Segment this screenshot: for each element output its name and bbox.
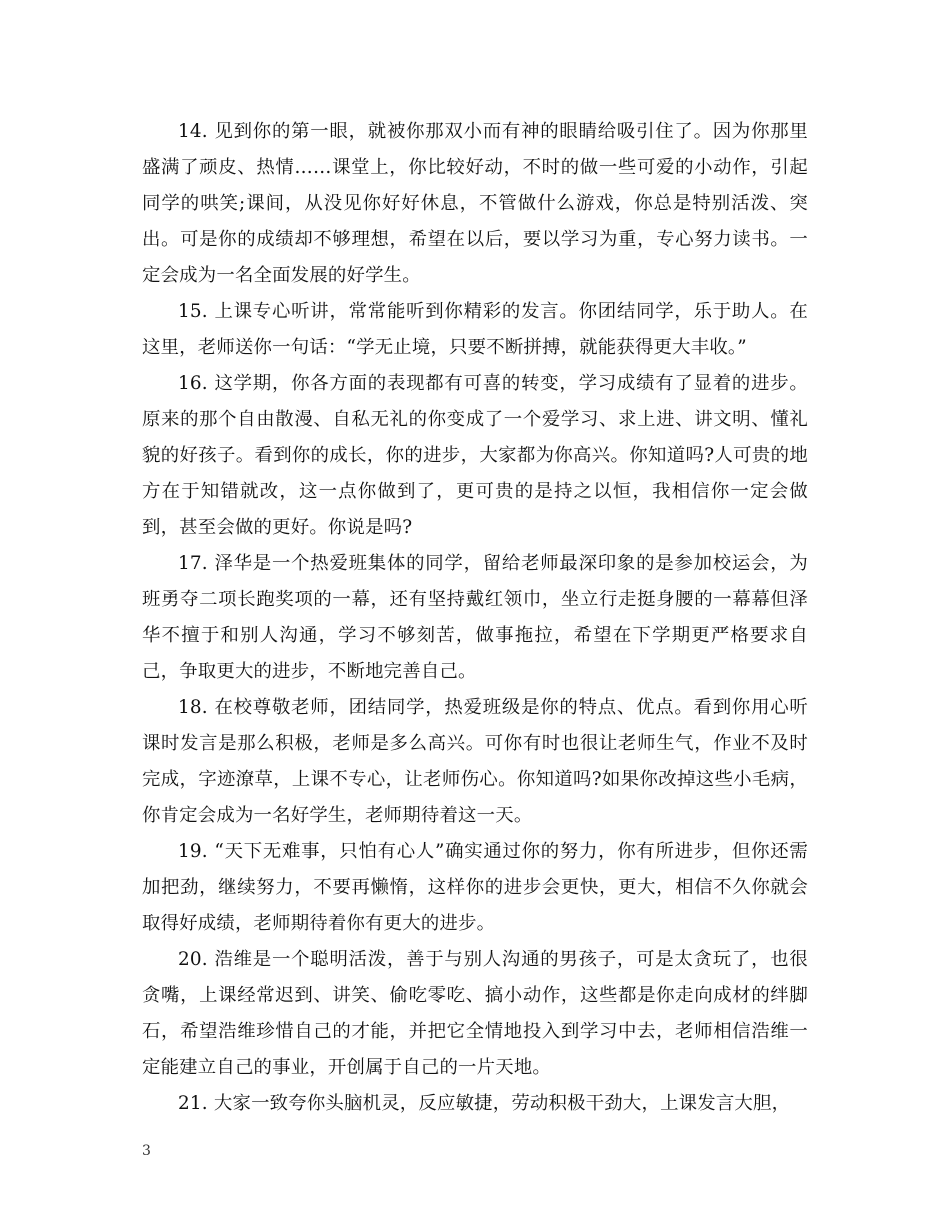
- paragraph-19: 19. “天下无难事，只怕有心人”确实通过你的努力，你有所进步，但你还需加把劲，继续努力，不要再懒惰，这样你的进步会更快，更大，相信不久你就会取得好成绩，老师期待着你有更大的进步。: [142, 841, 808, 934]
- paragraph-17: 17. 泽华是一个热爱班集体的同学，留给老师最深印象的是参加校运会，为班勇夺二项长跑奖项的一幕，还有坚持戴红领巾，坐立行走挺身腰的一幕幕但泽华不擅于和别人沟通，学习不够刻苦，做事拖拉，希望在下学期更严格要求自己，争取更大的进步，不断地完善自己。: [142, 553, 808, 682]
- paragraph-16: 16. 这学期，你各方面的表现都有可喜的转变，学习成绩有了显着的进步。原来的那个自由散漫、自私无礼的你变成了一个爱学习、求上进、讲文明、懂礼貌的好孩子。看到你的成长，你的进步，大家都为你高兴。你知道吗?人可贵的地方在于知错就改，这一点你做到了，更可贵的是持之以恒，我相信你一定会做到，甚至会做的更好。你说是吗?: [142, 373, 808, 538]
- paragraph-20: 20. 浩维是一个聪明活泼，善于与别人沟通的男孩子，可是太贪玩了，也很贪嘴，上课经常迟到、讲笑、偷吃零吃、搞小动作，这些都是你走向成材的绊脚石，希望浩维珍惜自己的才能，并把它全情地投入到学习中去，老师相信浩维一定能建立自己的事业，开创属于自己的一片天地。: [142, 949, 808, 1078]
- paragraph-18: 18. 在校尊敬老师，团结同学，热爱班级是你的特点、优点。看到你用心听课时发言是那么积极，老师是多么高兴。可你有时也很让老师生气，作业不及时完成，字迹潦草，上课不专心，让老师伤心。你知道吗?如果你改掉这些小毛病，你肯定会成为一名好学生，老师期待着这一天。: [142, 697, 808, 826]
- paragraph-21: 21. 大家一致夸你头脑机灵，反应敏捷，劳动积极干劲大，上课发言大胆，: [178, 1093, 791, 1114]
- page-number: 3: [142, 1143, 151, 1159]
- paragraph-14: 14. 见到你的第一眼，就被你那双小而有神的眼睛给吸引住了。因为你那里盛满了顽皮、热情……课堂上，你比较好动，不时的做一些可爱的小动作，引起同学的哄笑;课间，从没见你好好休息，不管做什么游戏，你总是特别活泼、突出。可是你的成绩却不够理想，希望在以后，要以学习为重，专心努力读书。一定会成为一名全面发展的好学生。: [142, 121, 808, 286]
- document-body: [142, 114, 808, 1122]
- paragraph-15: 15. 上课专心听讲，常常能听到你精彩的发言。你团结同学，乐于助人。在这里，老师送你一句话：“学无止境，只要不断拼搏，就能获得更大丰收。”: [142, 301, 808, 358]
